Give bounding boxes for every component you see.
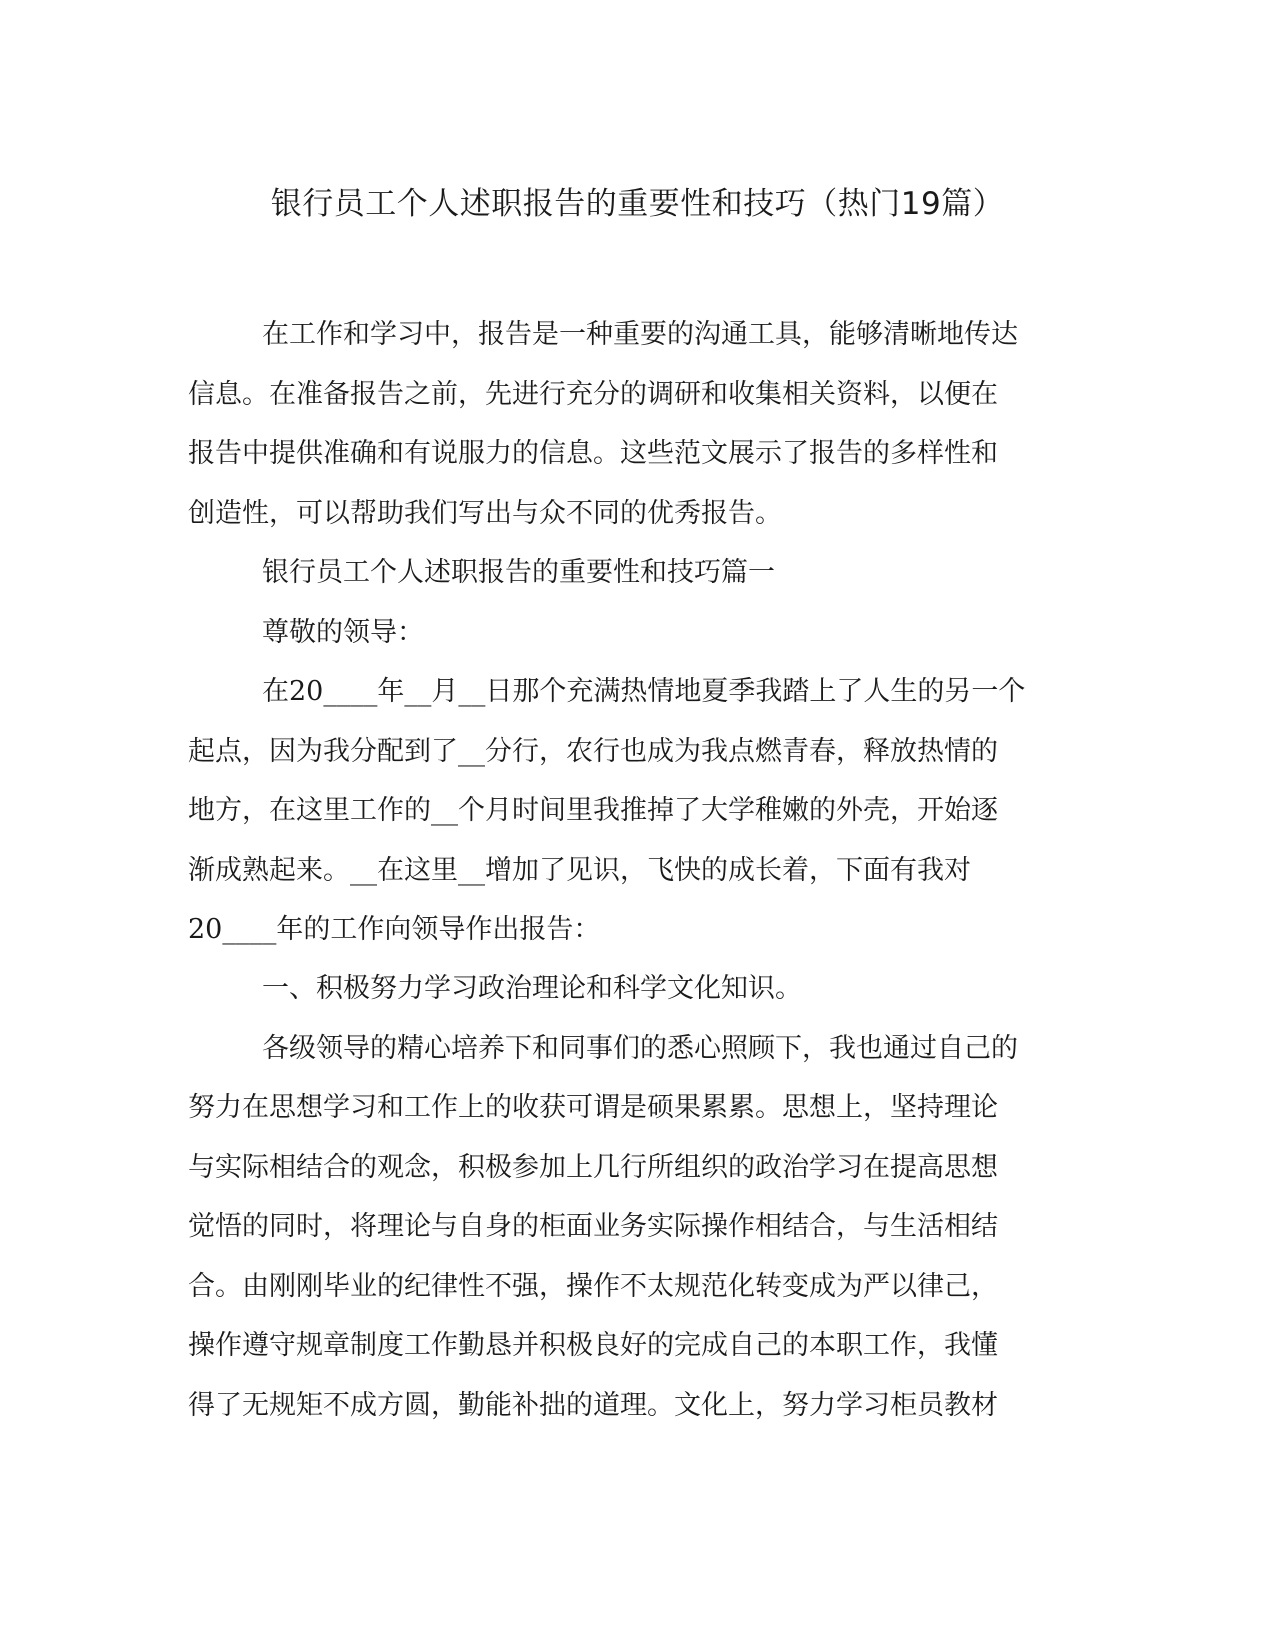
paragraph-line: 在工作和学习中，报告是一种重要的沟通工具，能够清晰地传达: [262, 319, 1018, 350]
paragraph-line: 与实际相结合的观念，积极参加上几行所组织的政治学习在提高思想: [188, 1152, 998, 1183]
paragraph-line: 得了无规矩不成方圆，勤能补拙的道理。文化上，努力学习柜员教材: [188, 1390, 998, 1421]
paragraph-line: 起点，因为我分配到了__分行，农行也成为我点燃青春，释放热情的: [188, 736, 998, 767]
paragraph-line: 操作遵守规章制度工作勤恳并积极良好的完成自己的本职工作，我懂: [188, 1330, 998, 1361]
paragraph-line: 合。由刚刚毕业的纪律性不强，操作不太规范化转变成为严以律己，: [188, 1271, 998, 1302]
paragraph-line: 努力在思想学习和工作上的收获可谓是硕果累累。思想上，坚持理论: [188, 1092, 998, 1123]
section-heading: 银行员工个人述职报告的重要性和技巧篇一: [262, 557, 775, 588]
paragraph-line: 地方，在这里工作的__个月时间里我推掉了大学稚嫩的外壳，开始逐: [188, 795, 998, 826]
paragraph-line: 各级领导的精心培养下和同事们的悉心照顾下，我也通过自己的: [262, 1033, 1018, 1064]
paragraph-line: 报告中提供准确和有说服力的信息。这些范文展示了报告的多样性和: [188, 438, 998, 469]
document-title: 银行员工个人述职报告的重要性和技巧（热门19篇）: [270, 186, 1005, 222]
paragraph-line: 渐成熟起来。__在这里__增加了见识，飞快的成长着，下面有我对: [188, 855, 971, 886]
paragraph-line: 信息。在准备报告之前，先进行充分的调研和收集相关资料，以便在: [188, 379, 998, 410]
paragraph-line: 创造性，可以帮助我们写出与众不同的优秀报告。: [188, 498, 782, 529]
salutation: 尊敬的领导：: [262, 617, 424, 648]
paragraph-line: 20____年的工作向领导作出报告：: [188, 914, 601, 945]
paragraph-line: 觉悟的同时，将理论与自身的柜面业务实际操作相结合，与生活相结: [188, 1211, 998, 1242]
paragraph-line: 在20____年__月__日那个充满热情地夏季我踏上了人生的另一个: [262, 676, 1026, 707]
section-heading: 一、积极努力学习政治理论和科学文化知识。: [262, 973, 802, 1004]
